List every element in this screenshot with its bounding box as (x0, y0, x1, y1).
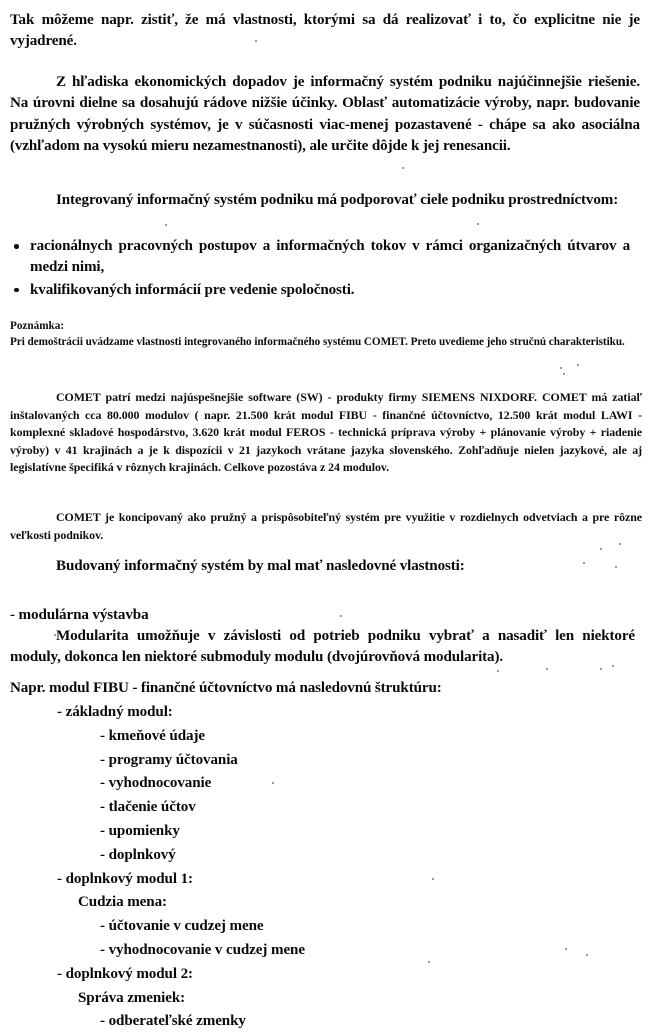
scan-speckle (340, 615, 342, 617)
outline-item: - vyhodnocovanie v cudzej mene (100, 941, 305, 958)
scan-speckle (497, 670, 499, 672)
paragraph-modularity: Modularita umožňuje v závislosti od potrieb podniku vybrať a nasadiť len niektoré moduly, dokonca len niektoré submoduly modulu (dvojúrovňová modularita). (10, 628, 635, 666)
paragraph-economic-impact: Z hľadiska ekonomických dopadov je informačný systém podniku najúčinnejšie riešenie. Na úrovni dielne sa dosahujú rádove nižšie účinky. Oblasť automatizácie výroby, napr. budovanie pružných výrobných systémov, je v súčasnosti viac-menej pozastavené - chápe sa ako asociálna (vzhľadom na vysokú mieru nezamestnanosti), ale určite dôjde k jej renesancii. (10, 74, 640, 154)
property-heading-modular: - modulárna výstavba (10, 607, 149, 623)
note-label: Poznámka: (10, 320, 65, 332)
scan-speckle (583, 562, 585, 564)
fibu-module-outline (16, 701, 616, 1034)
list-item-label: kvalifikovaných informácií pre vedenie spoločnosti. (30, 281, 355, 298)
outline-item: - doplnkový modul 2: (57, 965, 193, 982)
outline-item: - programy účtovania (100, 751, 238, 768)
paragraph-comet-flexibility: COMET je koncipovaný ako pružný a prispôsobiteľný systém pre využitie v rozdielnych odvetviach a pre rôzne veľkosti podnikov. (10, 510, 642, 542)
scan-speckle (54, 634, 56, 636)
scan-speckle (560, 367, 562, 369)
fibu-structure-intro: Napr. modul FIBU - finančné účtovníctvo má nasledovnú štruktúru: (10, 680, 442, 696)
note-text: Pri demoštrácii uvádzame vlastnosti integrovaného informačného systému COMET. Preto uvedieme jeho stručnú charakteristiku. (10, 336, 625, 348)
scan-speckle (600, 548, 602, 550)
paragraph-comet-description: COMET patrí medzi najúspešnejšie software (SW) - produkty firmy SIEMENS NIXDORF. COMET má zatiaľ inštalovaných cca 80.000 modulov ( napr. 21.500 krát modul FIBU - finančné účtovníctvo, 12.500 krát modul LAWI - komplexné skladové hospodárstvo, 3.620 krát modul FEROS - technická príprava výroby + plánovanie výroby + riadenie výroby) v 41 krajinách a je k dispozícii v 21 jazykoch vrátane jazyka slovenského. Zohľadňuje nielen jazykové, ale aj legislatívne špecifiká v rôznych krajinách. Celkove pozostáva z 24 modulov. (10, 390, 642, 475)
outline-item: - vyhodnocovanie (100, 775, 212, 792)
outline-item: - upomienky (100, 822, 180, 839)
goals-bullet-list (10, 236, 630, 301)
scan-speckle (615, 566, 617, 568)
outline-item: - odberateľské zmenky (100, 1013, 246, 1030)
outline-item: - doplnkový modul 1: (57, 870, 193, 887)
scan-speckle (565, 948, 567, 950)
paragraph-intro: Tak môžeme napr. zistiť, že má vlastnosti, ktorými sa dá realizovať i to, čo explicitne nie je vyjadrené. (10, 12, 640, 50)
paragraph-required-properties: Budovaný informačný systém by mal mať nasledovné vlastnosti: (56, 558, 465, 574)
bullet-dot-icon (14, 244, 19, 249)
scan-speckle (477, 223, 479, 225)
bullet-dot-icon (14, 288, 19, 293)
outline-item: Správa zmeniek: (78, 989, 186, 1006)
scan-speckle (577, 364, 579, 366)
outline-item: - doplnkový (100, 846, 176, 863)
outline-item: - základný modul: (57, 704, 173, 720)
outline-item: - účtovanie v cudzej mene (100, 918, 264, 935)
scan-speckle (546, 668, 548, 670)
list-item (10, 280, 630, 301)
scan-speckle (612, 665, 614, 667)
outline-item: - kmeňové údaje (100, 727, 205, 744)
scan-speckle (272, 782, 274, 784)
scan-speckle (402, 167, 404, 169)
scan-speckle (432, 878, 434, 880)
list-item (10, 236, 630, 279)
list-item-label: racionálnych pracovných postupov a informačných tokov v rámci organizačných útvarov a medzi nimi, (30, 238, 630, 276)
outline-item: Cudzia mena: (78, 894, 167, 911)
outline-item: - tlačenie účtov (100, 799, 196, 816)
scan-speckle (428, 961, 430, 963)
scan-speckle (255, 40, 257, 42)
scan-speckle (563, 373, 565, 375)
scan-speckle (600, 668, 602, 670)
scan-speckle (586, 954, 588, 956)
scan-speckle (619, 543, 621, 545)
scan-speckle (165, 224, 167, 226)
paragraph-integrated-system: Integrovaný informačný systém podniku má podporovať ciele podniku prostredníctvom: (56, 192, 619, 208)
